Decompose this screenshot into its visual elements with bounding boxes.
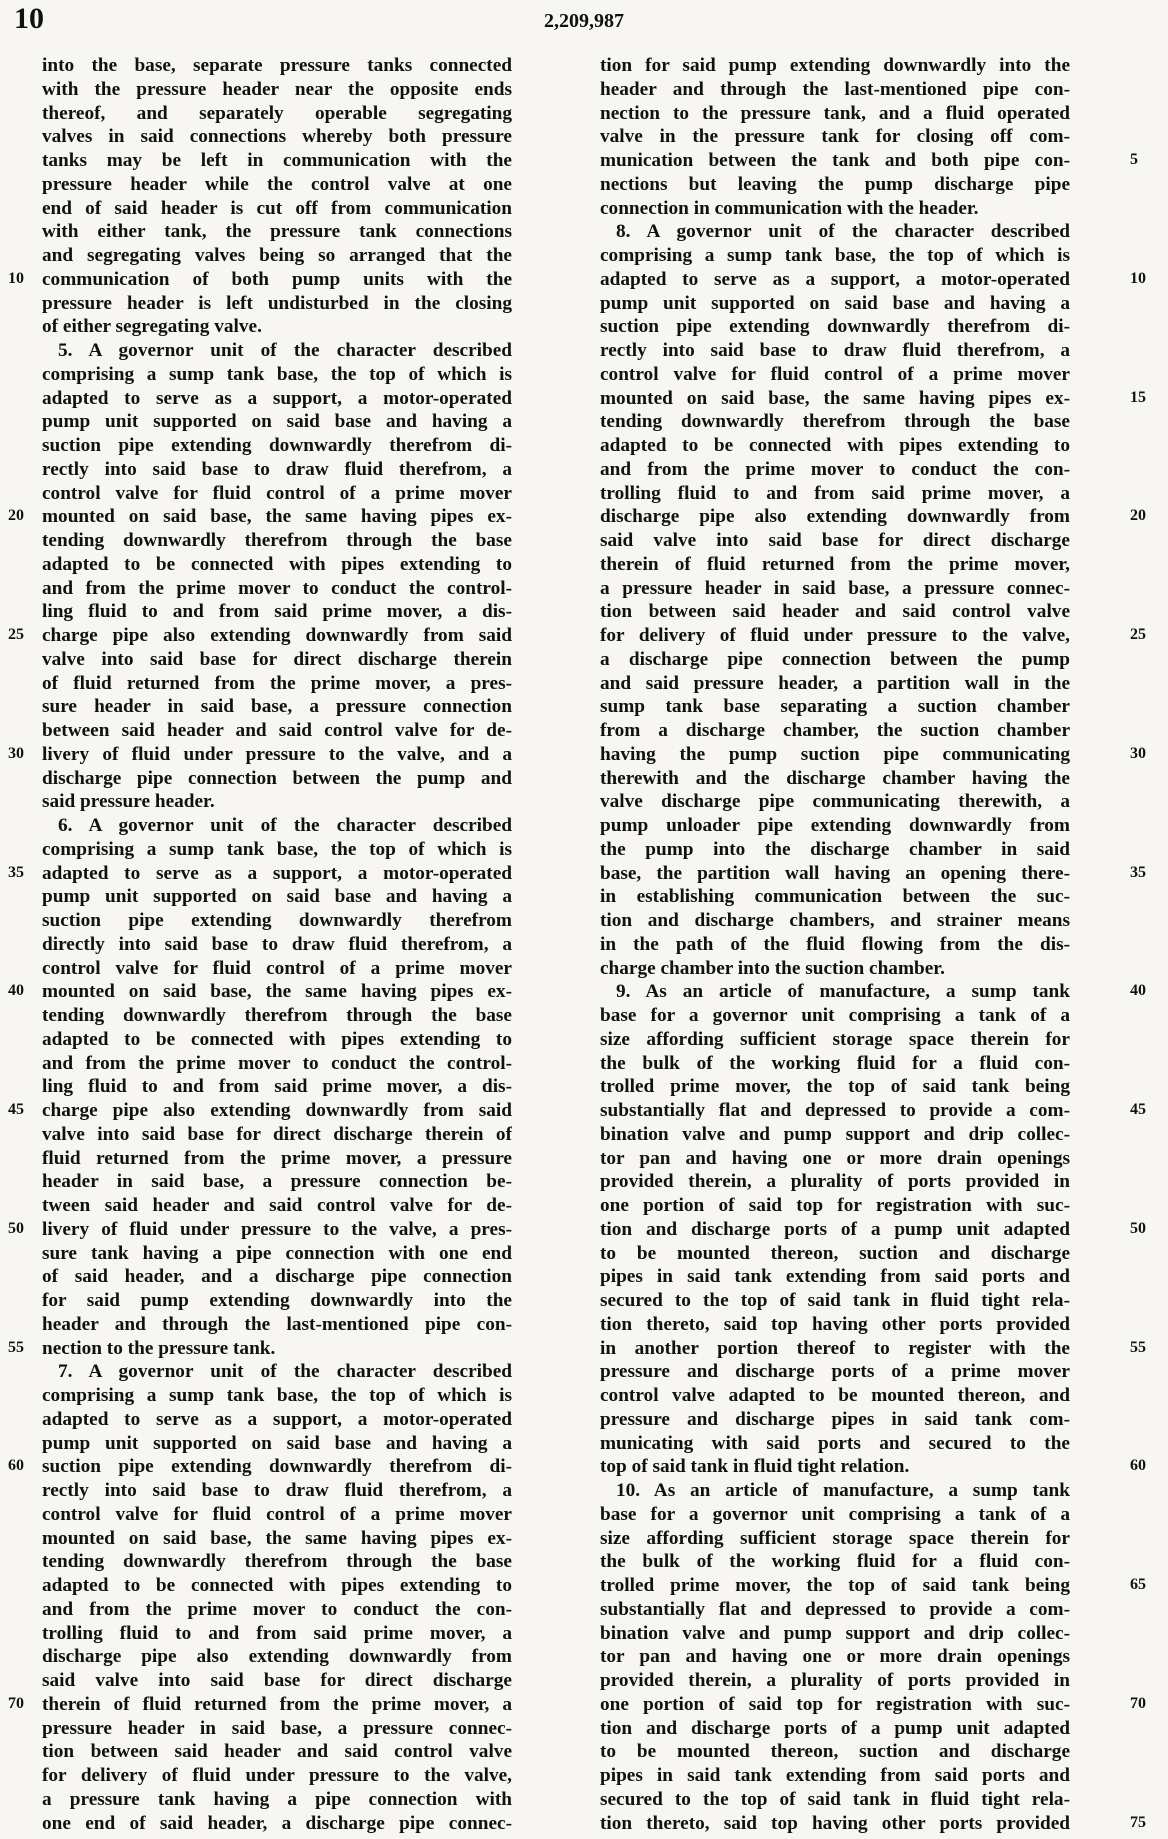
left-column-line: tending downwardly therefrom through the base [42, 530, 512, 551]
left-column-line: comprising a sump tank base, the top of which is [42, 838, 512, 860]
right-column-line: from a discharge chamber, the suction chamber [600, 720, 1070, 741]
right-column-line: said valve into said base for direct discharge [600, 530, 1070, 551]
line-number-left: 60 [8, 1457, 24, 1475]
left-column-line: tanks may be left in communication with the [42, 150, 512, 171]
left-column-line: mounted on said base, the same having pipes ex- [42, 506, 512, 528]
right-column-line: municating with said ports and secured to the [600, 1432, 1070, 1454]
left-column-line: charge pipe also extending downwardly from said [42, 625, 512, 646]
left-column-line: suction pipe extending downwardly therefrom di- [42, 435, 512, 456]
left-column-line: livery of fluid under pressure to the valve, and a [42, 743, 512, 765]
left-column-line: control valve for fluid control of a prime mover [42, 482, 512, 504]
left-column-line: trolling fluid to and from said prime mover, a [42, 1622, 512, 1644]
right-column-line: provided therein, a plurality of ports provided in [600, 1171, 1070, 1193]
right-column-line: trolled prime mover, the top of said tank being [600, 1575, 1070, 1596]
left-column-line: for said pump extending downwardly into the [42, 1290, 512, 1311]
line-number-right: 20 [1130, 507, 1146, 525]
right-column-line: comprising a sump tank base, the top of which is [600, 245, 1070, 266]
right-column-line: pump unit supported on said base and having a [600, 292, 1070, 314]
right-column-line: base, the partition wall having an opening there- [600, 862, 1070, 884]
line-number-right: 65 [1130, 1576, 1146, 1593]
left-column-line: ling fluid to and from said prime mover, a dis- [42, 601, 512, 623]
left-column-line: 5. A governor unit of the character described [58, 340, 512, 361]
left-column-line: sure tank having a pipe connection with one end [42, 1242, 512, 1264]
right-column-line: therewith and the discharge chamber having the [600, 767, 1070, 789]
right-column-line: secured to the top of said tank in fluid tight rela- [600, 1788, 1070, 1810]
left-column-line: of either segregating valve. [42, 316, 262, 338]
line-number-right: 60 [1130, 1457, 1146, 1475]
left-column-line: said valve into said base for direct discharge [42, 1670, 512, 1691]
right-column-line: and said pressure header, a partition wall in the [600, 672, 1070, 694]
left-column-line: adapted to be connected with pipes extending to [42, 1028, 512, 1050]
left-column-line: one end of said header, a discharge pipe connec- [42, 1812, 512, 1834]
right-column-line: suction pipe extending downwardly therefrom di- [600, 316, 1070, 338]
right-column-line: a discharge pipe connection between the pump [600, 648, 1070, 670]
left-column-line: livery of fluid under pressure to the valve, a pres- [42, 1218, 512, 1240]
right-column-line: the bulk of the working fluid for a fluid con- [600, 1551, 1070, 1573]
left-column-line: of said header, and a discharge pipe connection [42, 1266, 512, 1288]
right-column-line: valve in the pressure tank for closing off com- [600, 126, 1070, 148]
left-column-line: pump unit supported on said base and having a [42, 1432, 512, 1454]
right-column-line: having the pump suction pipe communicating [600, 743, 1070, 765]
right-column-line: for delivery of fluid under pressure to the valve, [600, 625, 1070, 646]
patent-number: 2,209,987 [544, 10, 624, 32]
left-column-line: valves in said connections whereby both pressure [42, 126, 512, 148]
right-column-line: pipes in said tank extending from said ports and [600, 1765, 1070, 1786]
right-column-line: the bulk of the working fluid for a fluid con- [600, 1052, 1070, 1074]
left-column-line: pressure header is left undisturbed in the closing [42, 292, 512, 314]
right-column-line: in establishing communication between the suc- [600, 886, 1070, 908]
left-column-line: control valve for fluid control of a prime mover [42, 957, 512, 979]
right-column-line: therein of fluid returned from the prime mover, [600, 553, 1070, 575]
right-column-line: control valve for fluid control of a prime mover [600, 363, 1070, 385]
left-column-line: mounted on said base, the same having pipes ex- [42, 981, 512, 1003]
right-column-line: substantially flat and depressed to provide a com- [600, 1100, 1070, 1121]
left-column-line: nection to the pressure tank. [42, 1337, 276, 1359]
line-number-right: 55 [1130, 1338, 1146, 1356]
left-column-line: pressure header while the control valve at one [42, 173, 512, 195]
left-column-line: adapted to be connected with pipes extending to [42, 553, 512, 575]
left-column-line: directly into said base to draw fluid therefrom, a [42, 933, 512, 955]
right-column-line: size affording sufficient storage space therein for [600, 1527, 1070, 1549]
left-column-line: tween said header and said control valve for de- [42, 1195, 512, 1216]
line-number-right: 15 [1130, 388, 1146, 406]
line-number-right: 35 [1130, 863, 1146, 881]
left-column-line: between said header and said control valve for de- [42, 720, 512, 741]
right-column-line: tion and discharge ports of a pump unit adapted [600, 1218, 1070, 1240]
left-column-line: with either tank, the pressure tank connections [42, 221, 512, 243]
left-column-line: tending downwardly therefrom through the base [42, 1551, 512, 1573]
right-column-line: header and through the last-mentioned pipe con- [600, 78, 1070, 100]
left-column-line: discharge pipe also extending downwardly from [42, 1646, 512, 1668]
line-number-left: 35 [8, 863, 24, 881]
right-column-line: 8. A governor unit of the character described [616, 221, 1070, 243]
right-column-line: in another portion thereof to register with the [600, 1337, 1070, 1359]
line-number-right: 70 [1130, 1694, 1146, 1712]
left-column-line: sure header in said base, a pressure connection [42, 696, 512, 718]
right-column-line: trolling fluid to and from said prime mover, a [600, 482, 1070, 504]
right-column-line: top of said tank in fluid tight relation. [600, 1456, 910, 1478]
line-number-left: 20 [8, 507, 24, 525]
line-number-left: 45 [8, 1101, 24, 1118]
left-column-line: pump unit supported on said base and having a [42, 886, 512, 908]
left-column-line: fluid returned from the prime mover, a pressure [42, 1147, 512, 1169]
left-column-line: suction pipe extending downwardly therefrom di- [42, 1456, 512, 1478]
left-column-line: adapted to be connected with pipes extending to [42, 1575, 512, 1596]
right-column-line: to be mounted thereon, suction and discharge [600, 1741, 1070, 1763]
right-column-line: one portion of said top for registration with suc- [600, 1195, 1070, 1216]
right-column-line: tion thereto, said top having other ports provided [600, 1812, 1070, 1834]
left-column-line: communication of both pump units with the [42, 268, 512, 290]
left-column-line: rectly into said base to draw fluid therefrom, a [42, 1480, 512, 1501]
line-number-left: 30 [8, 744, 24, 762]
right-column-line: connection in communication with the header. [600, 197, 979, 219]
line-number-left: 40 [8, 982, 24, 1000]
left-column-line: adapted to serve as a support, a motor-operated [42, 862, 512, 884]
right-column-line: bination valve and pump support and drip collec- [600, 1123, 1070, 1145]
right-column-line: tor pan and having one or more drain openings [600, 1147, 1070, 1169]
right-text-column [600, 54, 1070, 1835]
right-column-line: and from the prime mover to conduct the con- [600, 458, 1070, 480]
right-column-line: pressure and discharge pipes in said tank com- [600, 1408, 1070, 1430]
page-number: 10 [14, 2, 44, 35]
right-column-line: trolled prime mover, the top of said tank being [600, 1076, 1070, 1098]
right-column-line: discharge pipe also extending downwardly from [600, 506, 1070, 528]
right-column-line: pipes in said tank extending from said ports and [600, 1266, 1070, 1288]
right-column-line: 10. As an article of manufacture, a sump tank [616, 1480, 1070, 1501]
right-column-line: the pump into the discharge chamber in said [600, 838, 1070, 860]
right-column-line: valve discharge pipe communicating therewith, a [600, 791, 1070, 813]
line-number-right: 50 [1130, 1219, 1146, 1237]
line-number-right: 45 [1130, 1101, 1146, 1118]
line-number-right: 5 [1130, 151, 1138, 168]
left-column-line: suction pipe extending downwardly therefrom [42, 910, 512, 931]
left-column-line: 7. A governor unit of the character described [58, 1361, 512, 1383]
right-column-line: nection to the pressure tank, and a fluid operated [600, 102, 1070, 124]
right-column-line: tion and discharge chambers, and strainer means [600, 910, 1070, 931]
right-column-line: size affording sufficient storage space therein for [600, 1028, 1070, 1050]
right-column-line: charge chamber into the suction chamber. [600, 957, 945, 979]
line-number-left: 10 [8, 269, 24, 287]
line-number-left: 70 [8, 1694, 24, 1712]
left-column-line: a pressure tank having a pipe connection with [42, 1788, 512, 1810]
left-column-line: control valve for fluid control of a prime mover [42, 1503, 512, 1525]
right-column-line: provided therein, a plurality of ports provided in [600, 1670, 1070, 1691]
left-column-line: therein of fluid returned from the prime mover, a [42, 1693, 512, 1715]
right-column-line: in the path of the fluid flowing from the dis- [600, 933, 1070, 955]
right-column-line: secured to the top of said tank in fluid tight rela- [600, 1290, 1070, 1311]
left-column-line: thereof, and separately operable segregating [42, 102, 512, 124]
right-column-line: adapted to serve as a support, a motor-operated [600, 268, 1070, 290]
left-column-line: mounted on said base, the same having pipes ex- [42, 1527, 512, 1549]
right-column-line: tion and discharge ports of a pump unit adapted [600, 1717, 1070, 1739]
left-column-line: tending downwardly therefrom through the base [42, 1005, 512, 1026]
left-column-line: valve into said base for direct discharge therein [42, 648, 512, 670]
right-column-line: nections but leaving the pump discharge pipe [600, 173, 1070, 195]
right-column-line: tion for said pump extending downwardly into the [600, 55, 1070, 76]
left-column-line: comprising a sump tank base, the top of which is [42, 1385, 512, 1406]
left-column-line: ling fluid to and from said prime mover, a dis- [42, 1076, 512, 1098]
right-column-line: to be mounted thereon, suction and discharge [600, 1242, 1070, 1264]
left-column-line: of fluid returned from the prime mover, a pres- [42, 672, 512, 694]
right-column-line: tending downwardly therefrom through the base [600, 411, 1070, 433]
left-column-line: pressure header in said base, a pressure connec- [42, 1717, 512, 1739]
left-column-line: pump unit supported on said base and having a [42, 411, 512, 433]
right-column-line: pump unloader pipe extending downwardly from [600, 815, 1070, 836]
left-column-line: into the base, separate pressure tanks connected [42, 55, 512, 76]
right-column-line: sump tank base separating a suction chamber [600, 696, 1070, 718]
right-column-line: rectly into said base to draw fluid therefrom, a [600, 340, 1070, 361]
right-column-line: substantially flat and depressed to provide a com- [600, 1598, 1070, 1620]
right-column-line: munication between the tank and both pipe con- [600, 150, 1070, 171]
line-number-left: 25 [8, 626, 24, 643]
right-column-line: a pressure header in said base, a pressure connec- [600, 577, 1070, 599]
line-number-right: 10 [1130, 269, 1146, 287]
line-number-right: 25 [1130, 626, 1146, 643]
line-number-left: 55 [8, 1338, 24, 1356]
left-column-line: header in said base, a pressure connection be- [42, 1171, 512, 1193]
right-column-line: 9. As an article of manufacture, a sump tank [616, 981, 1070, 1003]
left-column-line: adapted to serve as a support, a motor-operated [42, 1408, 512, 1430]
left-column-line: rectly into said base to draw fluid therefrom, a [42, 458, 512, 480]
left-column-line: said pressure header. [42, 791, 215, 813]
right-column-line: tion between said header and said control valve [600, 601, 1070, 623]
left-column-line: comprising a sump tank base, the top of which is [42, 363, 512, 385]
right-column-line: tor pan and having one or more drain openings [600, 1646, 1070, 1668]
right-column-line: mounted on said base, the same having pipes ex- [600, 387, 1070, 409]
right-column-line: pressure and discharge ports of a prime mover [600, 1361, 1070, 1383]
left-column-line: with the pressure header near the opposite ends [42, 78, 512, 100]
right-column-line: bination valve and pump support and drip collec- [600, 1622, 1070, 1644]
right-column-line: tion thereto, said top having other ports provided [600, 1313, 1070, 1335]
right-column-line: control valve adapted to be mounted thereon, and [600, 1385, 1070, 1406]
left-column-line: and from the prime mover to conduct the control- [42, 577, 512, 599]
line-number-right: 75 [1130, 1813, 1146, 1831]
line-number-right: 40 [1130, 982, 1146, 1000]
left-column-line: discharge pipe connection between the pump and [42, 767, 512, 789]
right-column-line: adapted to be connected with pipes extending to [600, 435, 1070, 456]
right-column-line: base for a governor unit comprising a tank of a [600, 1005, 1070, 1026]
left-column-line: header and through the last-mentioned pipe con- [42, 1313, 512, 1335]
left-text-column [42, 54, 512, 1835]
left-column-line: end of said header is cut off from communication [42, 197, 512, 219]
left-column-line: and from the prime mover to conduct the con- [42, 1598, 512, 1620]
left-column-line: tion between said header and said control valve [42, 1741, 512, 1763]
left-column-line: valve into said base for direct discharge therein of [42, 1123, 512, 1145]
line-number-right: 30 [1130, 744, 1146, 762]
left-column-line: and segregating valves being so arranged that the [42, 245, 512, 266]
left-column-line: charge pipe also extending downwardly from said [42, 1100, 512, 1121]
left-column-line: adapted to serve as a support, a motor-operated [42, 387, 512, 409]
line-number-left: 50 [8, 1219, 24, 1237]
left-column-line: 6. A governor unit of the character described [58, 815, 512, 836]
right-column-line: one portion of said top for registration with suc- [600, 1693, 1070, 1715]
right-column-line: base for a governor unit comprising a tank of a [600, 1503, 1070, 1525]
left-column-line: for delivery of fluid under pressure to the valve, [42, 1765, 512, 1786]
left-column-line: and from the prime mover to conduct the control- [42, 1052, 512, 1074]
